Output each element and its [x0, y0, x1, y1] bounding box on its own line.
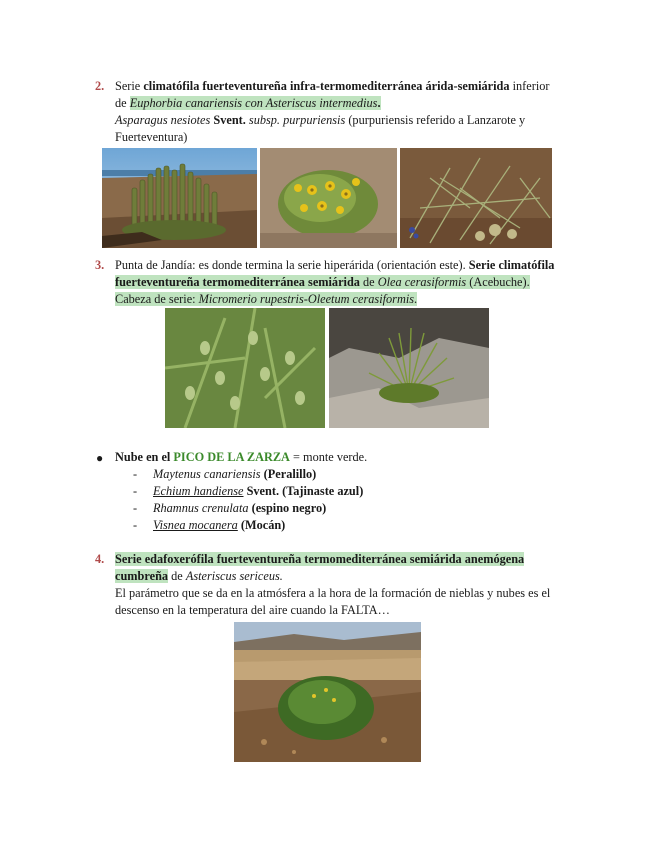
item-2-subspecies: subsp. purpuriensis	[245, 113, 346, 127]
item-3-series-label: Serie climatófila	[468, 258, 555, 272]
asparagus-photo	[400, 148, 552, 248]
item-2-line-3	[115, 112, 525, 129]
item-4-text: de	[168, 569, 186, 583]
bullet-line	[115, 449, 367, 466]
item-4-line-1	[115, 551, 524, 568]
item-2-author: Svent.	[210, 113, 246, 127]
common-name: (Mocán)	[237, 518, 286, 532]
species-name: Visnea mocanera	[153, 518, 238, 532]
item-4-line-2	[115, 568, 283, 585]
item-3-series-name: fuerteventureña termomediterránea semiárida	[115, 275, 360, 289]
item-4-line-4: descenso en la temperatura del aire cuando la FALTA…	[115, 603, 390, 617]
list-item	[153, 500, 326, 517]
common-name: Svent. (Tajinaste azul)	[243, 484, 364, 498]
euphorbia-photo	[102, 148, 257, 248]
item-3-text: Punta de Jandía: es donde termina la serie hiperárida (orientación este).	[115, 258, 469, 272]
common-name: (espino negro)	[248, 501, 327, 515]
item-2-text: de	[115, 96, 130, 110]
item-3-text: Cabeza de serie:	[115, 292, 199, 306]
item-2-text: (purpuriensis referido a Lanzarote y	[345, 113, 526, 127]
item-3-number: 3.	[95, 258, 105, 272]
item-2-text: Serie	[115, 79, 144, 93]
item-2-number: 2.	[95, 79, 105, 93]
list-dash: -	[133, 467, 138, 481]
species-name: Rhamnus crenulata	[153, 501, 249, 515]
item-2-line-1	[115, 78, 549, 95]
species-name: Echium handiense	[153, 484, 244, 498]
item-4-series-name: cumbreña	[115, 569, 169, 583]
item-4-number: 4.	[95, 552, 105, 566]
list-dash: -	[133, 501, 138, 515]
item-3-line-1	[115, 257, 554, 274]
item-2-series-name: climatófila fuerteventureña infra-termomediterránea árida-semiárida	[143, 79, 510, 93]
item-3-species: Olea cerasiformis	[377, 275, 467, 289]
species-name: Maytenus canariensis	[153, 467, 261, 481]
micromeria-photo	[329, 308, 489, 428]
item-2-species: Asparagus nesiotes	[115, 113, 211, 127]
bullet-text: Nube en el	[115, 450, 174, 464]
item-3-text: de	[359, 275, 378, 289]
item-4-series-name: Serie edafoxerófila fuerteventureña termomediterránea semiárida anemógena	[115, 552, 525, 566]
item-2-line-2	[115, 95, 381, 112]
asteriscus-sericeus-photo	[234, 622, 421, 762]
item-2-highlight: Euphorbia canariensis con Asteriscus intermedius	[129, 96, 378, 110]
list-dash: -	[133, 484, 138, 498]
item-3-line-2	[115, 274, 530, 291]
list-item	[153, 466, 316, 483]
item-3-text: .	[414, 292, 418, 306]
item-3-text: (Acebuche).	[466, 275, 530, 289]
list-item	[153, 483, 363, 500]
item-4-line-3: El parámetro que se da en la atmósfera a la hora de la formación de nieblas y nubes es el	[115, 586, 551, 600]
item-3-association: Micromerio rupestris-Oleetum cerasiformis	[198, 292, 415, 306]
item-2-line-4: Fuerteventura)	[115, 130, 188, 144]
item-4-species: Asteriscus sericeus.	[185, 569, 283, 583]
item-2-text: .	[377, 96, 381, 110]
asteriscus-photo	[260, 148, 397, 248]
item-2-text: inferior	[509, 79, 550, 93]
item-3-line-3	[115, 291, 417, 308]
bullet-text: = monte verde.	[289, 450, 368, 464]
pico-de-la-zarza-label: PICO DE LA ZARZA	[173, 450, 290, 464]
list-dash: -	[133, 518, 138, 532]
olea-photo	[165, 308, 325, 428]
common-name: (Peralillo)	[260, 467, 317, 481]
bullet-icon: ●	[96, 451, 104, 465]
list-item	[153, 517, 285, 534]
